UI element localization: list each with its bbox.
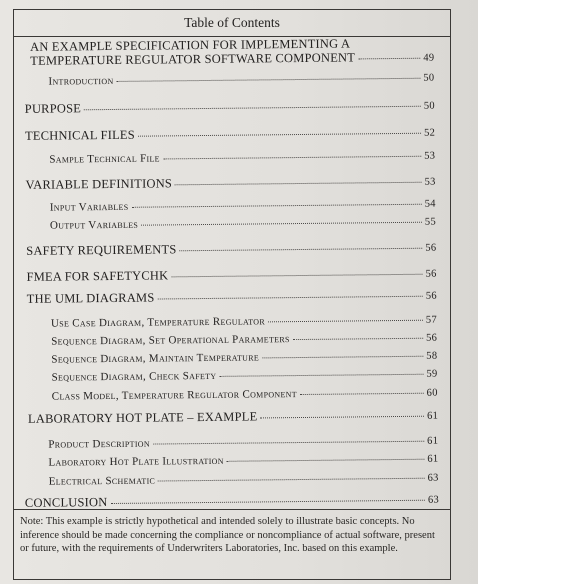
toc-entry-title: FMEA FOR SAFETYCHK <box>26 268 169 284</box>
toc-entry-title: Input Variables <box>49 200 129 214</box>
dot-leader <box>158 478 424 482</box>
toc-entry-electrical-schematic[interactable] <box>49 472 439 488</box>
toc-entry-technical-files[interactable] <box>25 125 435 144</box>
toc-entry-uml-diagrams[interactable] <box>27 288 437 307</box>
toc-entry-spec[interactable] <box>30 50 434 69</box>
dot-leader <box>138 133 421 137</box>
toc-entry-seq-set-parameters[interactable] <box>51 332 437 348</box>
toc-entry-title: VARIABLE DEFINITIONS <box>25 176 173 192</box>
toc-entry-hot-plate-illustration[interactable] <box>48 453 438 469</box>
toc-entry-title: Class Model, Temperature Regulator Component <box>51 388 297 403</box>
toc-entry-product-description[interactable] <box>48 435 438 451</box>
dot-leader <box>293 338 423 340</box>
toc-entry-title: Use Case Diagram, Temperature Regulator <box>50 315 266 330</box>
toc-entry-title: CONCLUSION <box>24 495 108 510</box>
toc-entry-title: Output Variables <box>49 218 139 232</box>
dot-leader <box>268 320 423 323</box>
toc-entry-safety-requirements[interactable] <box>26 240 436 259</box>
dot-leader <box>260 416 424 419</box>
toc-entry-seq-check-safety[interactable] <box>52 368 438 384</box>
dot-leader <box>158 296 423 300</box>
dot-leader <box>141 222 422 226</box>
toc-entry-title-line1: AN EXAMPLE SPECIFICATION FOR IMPLEMENTING A <box>30 36 351 54</box>
page-number: 57 <box>425 314 438 326</box>
note-divider <box>14 509 450 510</box>
toc-entry-title: LABORATORY HOT PLATE – EXAMPLE <box>27 409 258 426</box>
page-number: 52 <box>424 127 436 139</box>
page-number: 56 <box>425 242 437 254</box>
dot-leader <box>110 500 425 504</box>
toc-entry-laboratory-hot-plate[interactable] <box>28 408 438 427</box>
dot-leader <box>163 156 421 160</box>
dot-leader <box>117 78 421 82</box>
toc-entry-class-model[interactable] <box>52 387 438 403</box>
toc-entry-use-case-diagram[interactable] <box>51 314 437 330</box>
dot-leader <box>219 374 423 377</box>
toc-entry-purpose[interactable] <box>25 98 435 117</box>
dot-leader <box>227 459 425 462</box>
toc-entry-title: TECHNICAL FILES <box>24 127 135 143</box>
page-number: 61 <box>427 453 439 465</box>
toc-entry-title: SAFETY REQUIREMENTS <box>26 242 177 258</box>
toc-entry-title: Laboratory Hot Plate Illustration <box>48 454 224 469</box>
page-number: 59 <box>426 368 438 380</box>
page-number: 56 <box>425 290 437 302</box>
toc-entry-title: THE UML DIAGRAMS <box>26 290 155 306</box>
dot-leader <box>175 182 422 186</box>
page-number: 63 <box>427 472 439 484</box>
toc-entry-title: Electrical Schematic <box>48 474 156 488</box>
page-number: 56 <box>425 268 437 280</box>
dot-leader <box>358 58 420 60</box>
toc-entry-introduction[interactable] <box>48 72 434 88</box>
toc-entry-title: Sample Technical File <box>49 152 160 166</box>
page-number: 55 <box>424 216 437 228</box>
toc-entry-fmea-for-safetychk[interactable] <box>26 266 436 285</box>
page-number: 53 <box>424 150 436 162</box>
page-number: 56 <box>426 332 438 344</box>
page-number: 54 <box>424 198 436 210</box>
toc-entry-title: PURPOSE <box>24 101 82 116</box>
toc-entry-title: Sequence Diagram, Check Safety <box>51 369 217 384</box>
toc-entry-title: Introduction <box>48 74 114 88</box>
dot-leader <box>300 393 424 395</box>
toc-entry-title: Product Description <box>48 437 150 451</box>
toc-entry-variable-definitions[interactable] <box>25 174 435 193</box>
toc-entry-input-variables[interactable] <box>50 198 436 214</box>
page-number: 50 <box>423 72 435 84</box>
toc-entry-seq-maintain-temperature[interactable] <box>51 350 437 366</box>
toc-heading: Table of Contents <box>14 10 450 37</box>
page-number: 60 <box>426 387 438 399</box>
toc-entry-conclusion[interactable] <box>25 492 439 511</box>
toc-list <box>14 31 455 515</box>
page-number: 49 <box>423 52 435 64</box>
dot-leader <box>84 106 421 111</box>
page-number: 58 <box>426 350 438 362</box>
dot-leader <box>171 274 422 278</box>
toc-box <box>13 9 451 580</box>
page-number: 53 <box>424 176 436 188</box>
toc-entry-title: Sequence Diagram, Set Operational Parameters <box>51 333 290 348</box>
toc-entry-output-variables[interactable] <box>50 216 436 232</box>
page-number: 61 <box>427 435 439 447</box>
dot-leader <box>262 356 423 359</box>
toc-entry-title: TEMPERATURE REGULATOR SOFTWARE COMPONENT <box>30 50 356 68</box>
page-number: 63 <box>427 494 439 506</box>
disclaimer-note: Note: This example is strictly hypothetical and intended solely to illustrate basic concepts. No inference should be made concerning the compliance or noncompliance of actual software, present or future, with the requirements of Underwriters Laboratories, Inc. based on this example. <box>20 516 435 554</box>
page-number: 50 <box>423 100 435 112</box>
toc-entry-sample-technical-file[interactable] <box>49 150 435 166</box>
dot-leader <box>131 204 421 208</box>
dot-leader <box>153 441 424 445</box>
dot-leader <box>179 248 422 252</box>
toc-entry-title: Sequence Diagram, Maintain Temperature <box>51 351 260 366</box>
page-number: 61 <box>427 410 439 422</box>
